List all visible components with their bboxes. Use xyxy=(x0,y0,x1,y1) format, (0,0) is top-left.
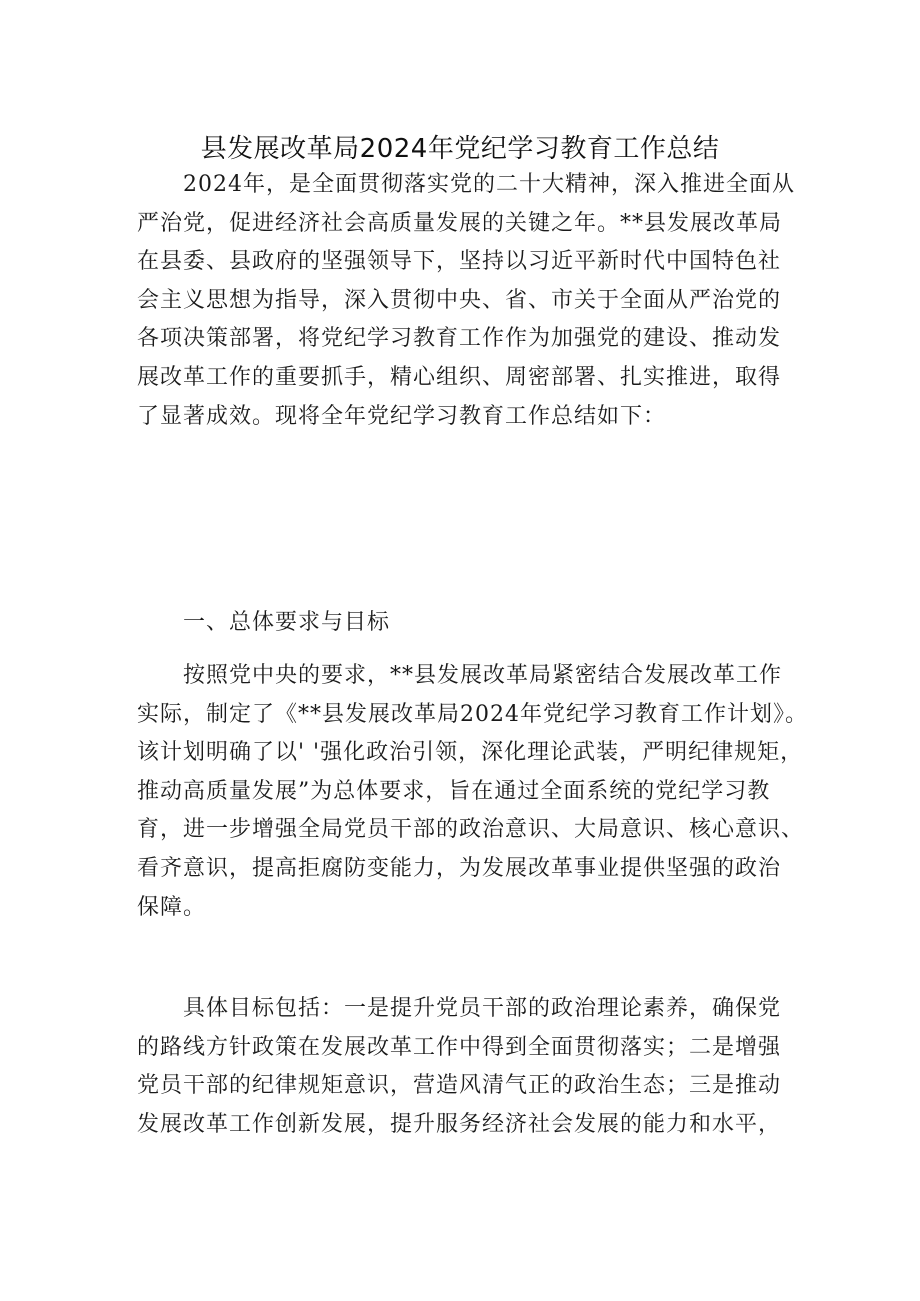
intro-line: 2024年，是全面贯彻落实党的二十大精神，深入推进全面从 xyxy=(183,172,795,197)
intro-line: 在县委、县政府的坚强领导下，坚持以习近平新时代中国特色社 xyxy=(137,249,782,275)
section-heading: 一、总体要求与目标 xyxy=(183,610,391,635)
intro-line: 严治党，促进经济社会高质量发展的关键之年。**县发展改革局 xyxy=(137,210,783,236)
requirements-line: 按照党中央的要求，**县发展改革局紧密结合发展改革工作 xyxy=(183,663,783,688)
requirements-line: 推动高质量发展”为总体要求，旨在通过全面系统的党纪学习教 xyxy=(137,778,771,804)
requirements-line: 育，进一步增强全局党员干部的政治意识、大局意识、核心意识、 xyxy=(137,817,805,843)
intro-line: 会主义思想为指导，深入贯彻中央、省、市关于全面从严治党的 xyxy=(137,287,782,313)
intro-line: 了显著成效。现将全年党纪学习教育工作总结如下： xyxy=(137,403,667,429)
intro-line: 展改革工作的重要抓手，精心组织、周密部署、扎实推进，取得 xyxy=(137,364,782,390)
requirements-line: 看齐意识，提高拒腐防变能力，为发展改革事业提供坚强的政治 xyxy=(137,855,782,881)
goals-line: 具体目标包括：一是提升党员干部的政治理论素养，确保党 xyxy=(183,996,782,1021)
document-title: 县发展改革局2024年党纪学习教育工作总结 xyxy=(200,134,720,164)
requirements-line: 实际，制定了《**县发展改革局2024年党纪学习教育工作计划》。 xyxy=(137,701,808,727)
requirements-line: 保障。 xyxy=(137,894,207,920)
intro-paragraph xyxy=(137,166,795,436)
requirements-paragraph xyxy=(137,657,808,927)
requirements-line: 该计划明确了以' '强化政治引领，深化理论武装，严明纪律规矩， xyxy=(137,740,804,766)
intro-line: 各项决策部署，将党纪学习教育工作作为加强党的建设、推动发 xyxy=(137,326,782,352)
goals-paragraph xyxy=(137,990,787,1144)
goals-line: 的路线方针政策在发展改革工作中得到全面贯彻落实；二是增强 xyxy=(137,1034,782,1060)
goals-line: 发展改革工作创新发展，提升服务经济社会发展的能力和水平， xyxy=(137,1111,782,1137)
goals-line: 党员干部的纪律规矩意识，营造风清气正的政治生态；三是推动 xyxy=(137,1073,782,1099)
